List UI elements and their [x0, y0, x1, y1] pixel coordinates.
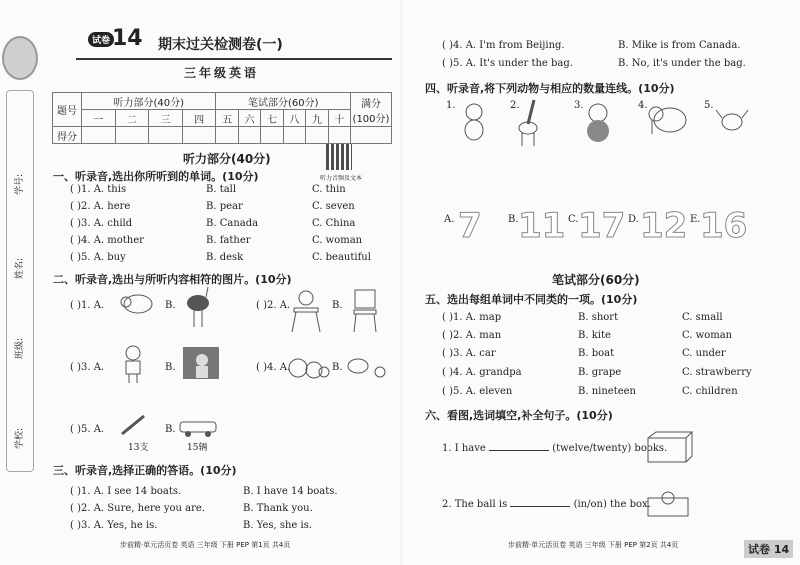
s3-option-b[interactable]: B. Yes, she is. [243, 520, 313, 531]
score-cell[interactable] [351, 127, 392, 144]
s4-letter: C. [568, 214, 579, 225]
panda-icon [580, 100, 616, 144]
books-box-icon [646, 430, 694, 464]
s3-option-a[interactable]: ( )2. A. Sure, here you are. [70, 503, 205, 514]
score-num: 三 [149, 110, 183, 127]
s6-q1-hint: (twelve/twenty) books. [552, 443, 668, 454]
exam-tag: 试卷 [88, 32, 114, 47]
s1-option-b[interactable]: B. father [206, 235, 251, 246]
s5-option-b[interactable]: B. boat [578, 348, 615, 359]
exam-title: 期末过关检测卷(一) [158, 37, 283, 53]
s1-option-a[interactable]: ( )2. A. here [70, 201, 131, 212]
score-num: 五 [216, 110, 238, 127]
s5-option-c[interactable]: C. children [682, 386, 738, 397]
s3-option-b[interactable]: B. No, it's under the bag. [618, 58, 746, 69]
score-num: 四 [182, 110, 216, 127]
s1-title: 一、听录音,选出你所听到的单词。(10分) [53, 170, 259, 183]
s5-option-a[interactable]: ( )1. A. map [442, 312, 502, 323]
s6-q1 [442, 440, 667, 454]
s2-caption-b: 15辆 [187, 443, 208, 453]
s3-option-b[interactable]: B. Mike is from Canada. [618, 40, 741, 51]
qr-code[interactable] [326, 144, 352, 170]
s4-number-12: 12 [640, 206, 688, 246]
s1-option-b[interactable]: B. tall [206, 184, 237, 195]
s2-q5-b[interactable]: B. [165, 424, 176, 435]
score-cell[interactable] [328, 127, 350, 144]
chair-icon [350, 288, 380, 334]
s5-option-b[interactable]: B. nineteen [578, 386, 636, 397]
s4-number-11: 11 [518, 206, 566, 246]
pencil-icon [118, 412, 148, 438]
score-cell[interactable] [115, 127, 149, 144]
s4-title: 四、听录音,将下列动物与相应的数量连线。(10分) [425, 82, 675, 95]
score-num: 二 [115, 110, 149, 127]
s5-option-b[interactable]: B. grape [578, 367, 622, 378]
s5-option-c[interactable]: C. under [682, 348, 726, 359]
bird-icon [714, 104, 750, 136]
s2-caption-a: 13支 [128, 443, 149, 453]
teacher-board-icon [182, 346, 220, 380]
giraffe-icon [514, 96, 544, 148]
score-cell[interactable] [261, 127, 283, 144]
s4-number-7: 7 [458, 206, 482, 246]
score-num: 七 [261, 110, 283, 127]
s2-q2-b[interactable]: B. [332, 300, 343, 311]
ostrich-icon [182, 285, 212, 329]
s2-q2[interactable]: ( )2. A. [256, 300, 291, 311]
score-writing: 笔试部分(60分) [216, 93, 351, 110]
elephant-icon [646, 98, 690, 144]
s1-option-c[interactable]: C. China [312, 218, 356, 229]
s3-option-a[interactable]: ( )4. A. I'm from Beijing. [442, 40, 565, 51]
s6-q2-hint: (in/on) the box. [573, 499, 651, 510]
s2-q3[interactable]: ( )3. A. [70, 362, 105, 373]
score-full: 满分 (100分) [351, 93, 392, 127]
s1-option-c[interactable]: C. thin [312, 184, 346, 195]
footer-right: 步前精·单元活页卷 英语 三年级 下册 PEP 第2页 共4页 [508, 541, 679, 549]
score-cell[interactable] [306, 127, 328, 144]
s5-option-b[interactable]: B. kite [578, 330, 611, 341]
score-row-label: 得分 [53, 127, 82, 144]
boy-icon [118, 344, 148, 384]
score-cell[interactable] [238, 127, 260, 144]
s4-num: 1. [446, 100, 456, 111]
s1-option-b[interactable]: B. pear [206, 201, 243, 212]
binding-margin [6, 90, 34, 472]
s5-option-c[interactable]: C. strawberry [682, 367, 752, 378]
ball-box-icon [646, 488, 694, 518]
score-col-label: 题号 [53, 93, 82, 127]
s1-option-a[interactable]: ( )5. A. buy [70, 252, 126, 263]
s1-option-b[interactable]: B. Canada [206, 218, 259, 229]
exam-number: 14 [112, 26, 143, 51]
s6-q1-blank[interactable] [489, 440, 549, 451]
s3-option-a[interactable]: ( )1. A. I see 14 boats. [70, 486, 182, 497]
s4-number-17: 17 [578, 206, 626, 246]
s6-q2-text: 2. The ball is [442, 499, 508, 510]
chair-with-toy-icon [288, 288, 324, 334]
s2-q3-b[interactable]: B. [165, 362, 176, 373]
s1-option-a[interactable]: ( )4. A. mother [70, 235, 144, 246]
header-rule [76, 58, 392, 60]
side-label-name: 姓名: [15, 257, 26, 280]
corner-label: 试卷 14 [744, 540, 793, 558]
s1-option-a[interactable]: ( )3. A. child [70, 218, 133, 229]
side-label-class: 班级: [15, 337, 26, 360]
score-num: 六 [238, 110, 260, 127]
score-cell[interactable] [283, 127, 305, 144]
s2-q5[interactable]: ( )5. A. [70, 424, 105, 435]
s3-option-b[interactable]: B. I have 14 boats. [243, 486, 338, 497]
s4-number-16: 16 [700, 206, 748, 246]
writing-title: 笔试部分(60分) [552, 273, 640, 287]
s1-option-c[interactable]: C. woman [312, 235, 363, 246]
s4-letter: D. [628, 214, 639, 225]
s1-option-c[interactable]: C. beautiful [312, 252, 371, 263]
s5-title: 五、选出每组单词中不同类的一项。(10分) [425, 293, 638, 306]
s3-option-a[interactable]: ( )5. A. It's under the bag. [442, 58, 573, 69]
elephant-icon [118, 290, 156, 318]
peaches-icon [286, 352, 330, 382]
s5-option-c[interactable]: C. small [682, 312, 723, 323]
score-num: 十 [328, 110, 350, 127]
car-icon [178, 414, 218, 438]
monkey-icon [456, 100, 492, 144]
s5-option-a[interactable]: ( )2. A. man [442, 330, 502, 341]
score-num: 八 [283, 110, 305, 127]
score-listening: 听力部分(40分) [82, 93, 216, 110]
exam-subtitle: 三年级英语 [184, 66, 260, 80]
s2-q4-b[interactable]: B. [332, 362, 343, 373]
s2-title: 二、听录音,选出与所听内容相符的图片。(10分) [53, 273, 292, 286]
s2-q1[interactable]: ( )1. A. [70, 300, 105, 311]
s3-title: 三、听录音,选择正确的答语。(10分) [53, 464, 237, 477]
s4-num: 4. [638, 100, 648, 111]
s6-q2-blank[interactable] [510, 496, 570, 507]
pears-icon [344, 352, 388, 382]
side-label-id: 学号: [15, 173, 26, 196]
s5-option-b[interactable]: B. short [578, 312, 619, 323]
s4-num: 2. [510, 100, 520, 111]
s5-option-a[interactable]: ( )4. A. grandpa [442, 367, 522, 378]
s5-option-c[interactable]: C. woman [682, 330, 733, 341]
s1-option-b[interactable]: B. desk [206, 252, 244, 263]
score-cell[interactable] [149, 127, 183, 144]
s4-letter: E. [690, 214, 701, 225]
side-label-school: 学校: [15, 427, 26, 450]
score-cell[interactable] [182, 127, 216, 144]
s4-num: 3. [574, 100, 584, 111]
logo-seal [2, 36, 38, 80]
score-num: 一 [82, 110, 116, 127]
s4-letter: B. [508, 214, 519, 225]
s4-num: 5. [704, 100, 714, 111]
score-cell[interactable] [82, 127, 116, 144]
s5-option-a[interactable]: ( )5. A. eleven [442, 386, 513, 397]
score-cell[interactable] [216, 127, 238, 144]
qr-caption: 听力音频及文本 [320, 175, 363, 182]
score-num: 九 [306, 110, 328, 127]
s5-option-a[interactable]: ( )3. A. car [442, 348, 496, 359]
s4-letter: A. [444, 214, 455, 225]
s2-q1-b[interactable]: B. [165, 300, 176, 311]
s6-q2 [442, 496, 651, 510]
score-table [52, 92, 392, 144]
s3-option-a[interactable]: ( )3. A. Yes, he is. [70, 520, 158, 531]
s1-option-a[interactable]: ( )1. A. this [70, 184, 127, 195]
listening-title: 听力部分(40分) [183, 152, 271, 166]
s3-option-b[interactable]: B. Thank you. [243, 503, 313, 514]
s2-q4[interactable]: ( )4. A. [256, 362, 291, 373]
footer-left: 步前精·单元活页卷 英语 三年级 下册 PEP 第1页 共4页 [120, 541, 291, 549]
s1-option-c[interactable]: C. seven [312, 201, 355, 212]
s6-title: 六、看图,选词填空,补全句子。(10分) [425, 409, 613, 422]
s6-q1-text: 1. I have [442, 443, 486, 454]
